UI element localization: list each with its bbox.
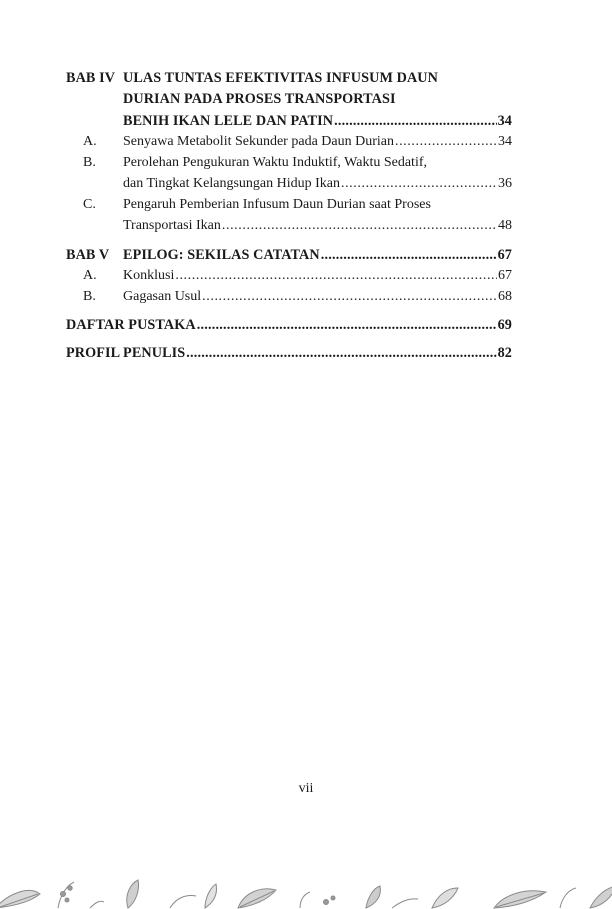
section-title: Gagasan Usul bbox=[123, 289, 202, 304]
page-number: 82 bbox=[497, 345, 512, 361]
chapter-title: ULAS TUNTAS EFEKTIVITAS INFUSUM DAUN bbox=[123, 70, 438, 86]
page-number: 67 bbox=[498, 268, 512, 283]
toc-entry-profil-penulis[interactable] bbox=[66, 345, 512, 362]
dot-leader bbox=[202, 289, 497, 305]
section-title: dan Tingkat Kelangsungan Hidup Ikan bbox=[123, 176, 340, 191]
section-letter: C. bbox=[83, 197, 96, 212]
toc-entry-bab-iv-line3[interactable] bbox=[66, 113, 512, 130]
botanical-leaf-border bbox=[0, 872, 612, 909]
toc-entry-iv-b-line2[interactable] bbox=[66, 176, 512, 192]
toc-entry-iv-c-line2[interactable] bbox=[66, 218, 512, 234]
page-number-footer: vii bbox=[298, 781, 314, 796]
section-title: Pengaruh Pemberian Infusum Daun Durian saat Proses bbox=[123, 197, 431, 212]
toc-entry-iv-c-line1[interactable] bbox=[66, 197, 512, 213]
section-title: Perolehan Pengukuran Waktu Induktif, Waktu Sedatif, bbox=[123, 155, 428, 170]
dot-leader bbox=[334, 113, 497, 130]
toc-entry-v-a[interactable] bbox=[66, 268, 512, 284]
section-letter: B. bbox=[83, 289, 96, 304]
toc-entry-bab-iv-line1[interactable] bbox=[66, 70, 512, 87]
dot-leader bbox=[197, 317, 497, 334]
page-number: 69 bbox=[497, 317, 512, 333]
dot-leader bbox=[186, 345, 496, 362]
section-title: Senyawa Metabolit Sekunder pada Daun Durian bbox=[123, 134, 394, 149]
page-number: 34 bbox=[497, 113, 512, 129]
section-title: Konklusi bbox=[123, 268, 175, 283]
toc-entry-bab-v[interactable] bbox=[66, 247, 512, 264]
dot-leader bbox=[321, 247, 497, 264]
section-letter: A. bbox=[83, 134, 97, 149]
chapter-title: PROFIL PENULIS bbox=[66, 345, 186, 361]
page-number: 68 bbox=[498, 289, 512, 304]
toc-entry-bab-iv-line2 bbox=[66, 91, 512, 108]
chapter-title: BENIH IKAN LELE DAN PATIN bbox=[123, 113, 334, 129]
page-number: 36 bbox=[498, 176, 512, 191]
section-letter: B. bbox=[83, 155, 96, 170]
toc-entry-v-b[interactable] bbox=[66, 289, 512, 305]
chapter-title: EPILOG: SEKILAS CATATAN bbox=[123, 247, 320, 263]
chapter-title: DURIAN PADA PROSES TRANSPORTASI bbox=[123, 91, 396, 107]
page-number: 48 bbox=[498, 218, 512, 233]
toc-entry-iv-b-line1[interactable] bbox=[66, 155, 512, 171]
toc-entry-iv-a[interactable] bbox=[66, 134, 512, 150]
chapter-label: BAB V bbox=[66, 247, 110, 263]
toc-entry-daftar-pustaka[interactable] bbox=[66, 317, 512, 334]
chapter-label: BAB IV bbox=[66, 70, 116, 86]
page-number: 67 bbox=[497, 247, 512, 263]
page-number: 34 bbox=[498, 134, 512, 149]
chapter-title: DAFTAR PUSTAKA bbox=[66, 317, 196, 333]
section-letter: A. bbox=[83, 268, 97, 283]
section-title: Transportasi Ikan bbox=[123, 218, 221, 233]
dot-leader bbox=[222, 218, 497, 234]
dot-leader bbox=[395, 134, 497, 150]
dot-leader bbox=[175, 268, 497, 284]
dot-leader bbox=[341, 176, 497, 192]
